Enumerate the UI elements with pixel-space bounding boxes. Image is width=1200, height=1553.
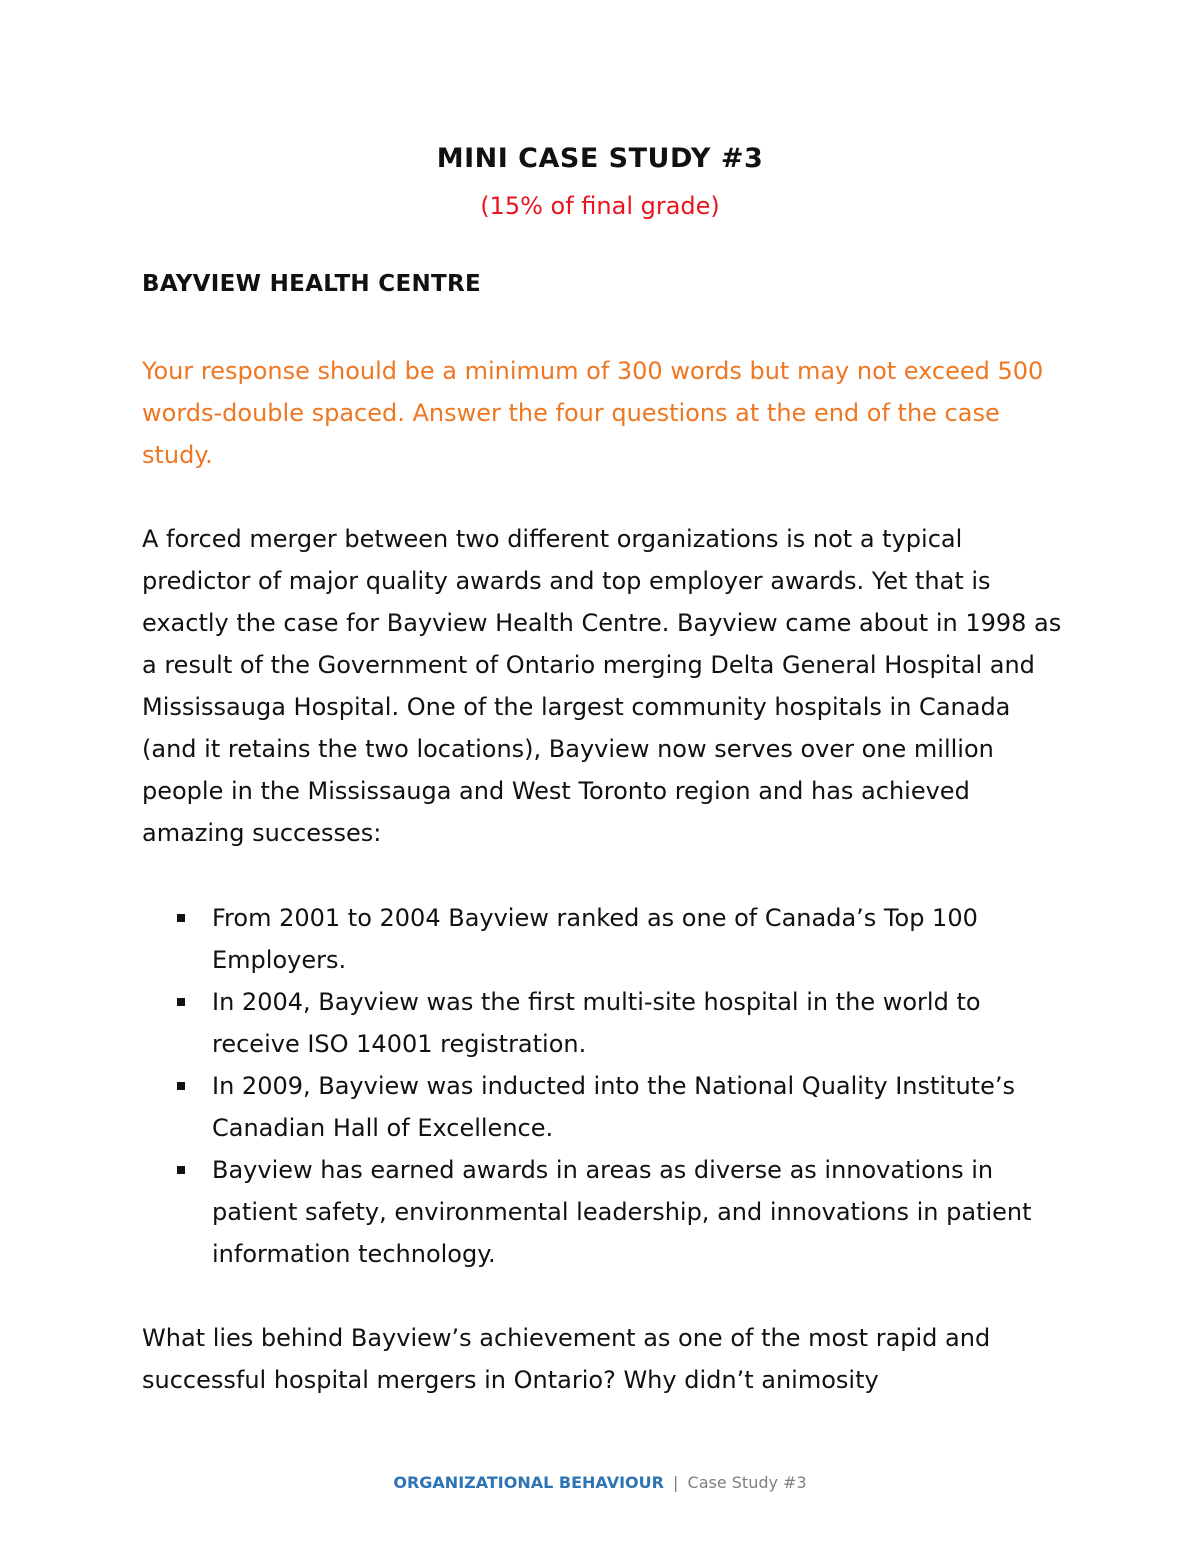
footer-separator: | <box>673 1473 679 1492</box>
square-bullet-icon <box>177 914 185 922</box>
page-title: MINI CASE STUDY #3 <box>436 143 764 174</box>
footer-course-name: ORGANIZATIONAL BEHAVIOUR <box>393 1473 664 1492</box>
square-bullet-icon <box>177 998 185 1006</box>
list-item <box>142 897 1072 981</box>
case-heading: BAYVIEW HEALTH CENTRE <box>142 271 482 297</box>
achievements-list <box>142 897 1072 1275</box>
square-bullet-icon <box>177 1166 185 1174</box>
page-footer <box>0 1473 1200 1492</box>
intro-paragraph: A forced merger between two different organizations is not a typical predictor of major quality awards and top employer awards. Yet that is exactly the case for Bayview Health Centre. Bayview came about in 1998 as a result of the Government of Ontario merging Delta General Hospital and Mississauga Hospital. One of the largest community hospitals in Canada (and it retains the two locations), Bayview now serves over one million people in the Mississauga and West Toronto region and has achieved amazing successes: <box>142 525 1062 847</box>
list-item <box>142 1065 1072 1149</box>
list-item <box>142 981 1072 1065</box>
footer-document-label: Case Study #3 <box>687 1473 807 1492</box>
square-bullet-icon <box>177 1082 185 1090</box>
list-item-text: From 2001 to 2004 Bayview ranked as one of Canada’s Top 100 Employers. <box>212 904 978 974</box>
list-item-text: In 2009, Bayview was inducted into the National Quality Institute’s Canadian Hall of Excellence. <box>212 1072 1015 1142</box>
response-instructions: Your response should be a minimum of 300 words but may not exceed 500 words-double spaced. Answer the four questions at the end of the case study. <box>142 357 1044 469</box>
list-item-text: Bayview has earned awards in areas as diverse as innovations in patient safety, environmental leadership, and innovations in patient information technology. <box>212 1156 1032 1268</box>
list-item <box>142 1149 1072 1275</box>
closing-paragraph: What lies behind Bayview’s achievement as one of the most rapid and successful hospital mergers in Ontario? Why didn’t animosity <box>142 1324 991 1394</box>
grade-weight-subtitle: (15% of final grade) <box>480 192 720 220</box>
list-item-text: In 2004, Bayview was the first multi-site hospital in the world to receive ISO 14001 registration. <box>212 988 981 1058</box>
